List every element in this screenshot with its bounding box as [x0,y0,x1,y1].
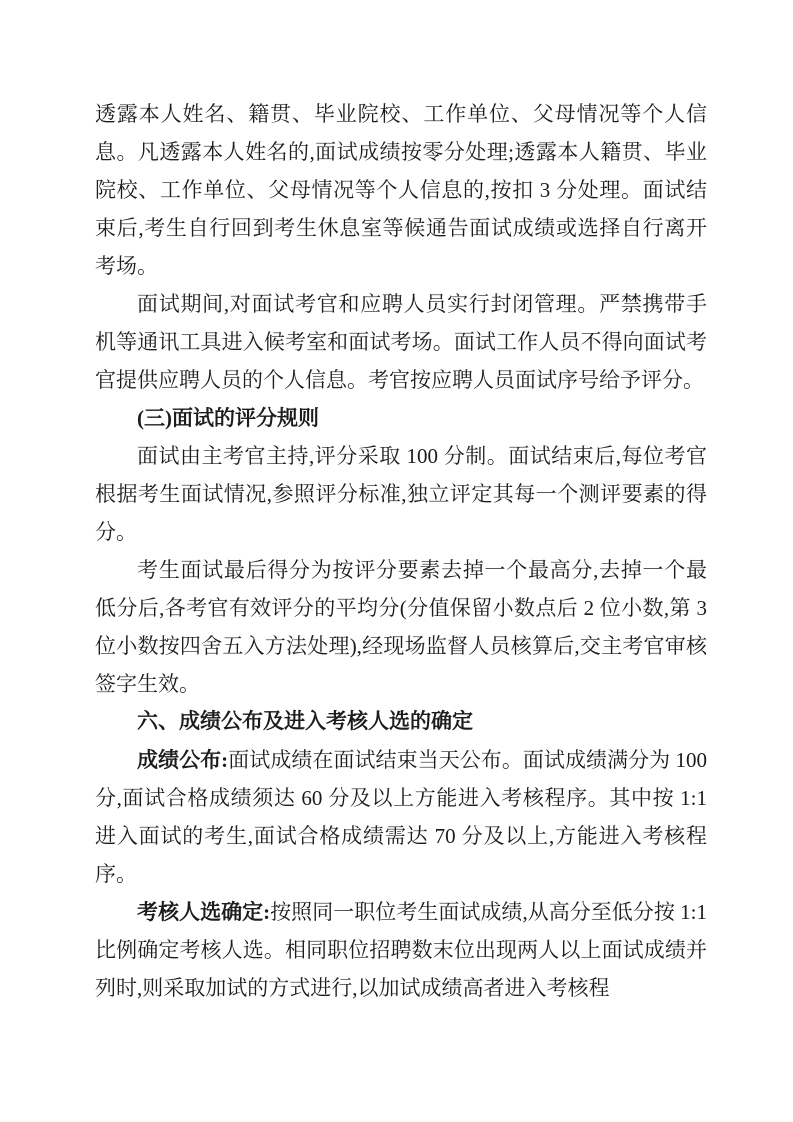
paragraph-scoring-method: 面试由主考官主持,评分采取 100 分制。面试结束后,每位考官根据考生面试情况,参照评分标准,独立评定其每一个测评要素的得分。 [95,444,707,544]
paragraph-closed-management: 面试期间,对面试考官和应聘人员实行封闭管理。严禁携带手机等通讯工具进入候考室和面试考场。面试工作人员不得向面试考官提供应聘人员的个人信息。考官按应聘人员面试序号给予评分。 [95,292,707,392]
assessment-selection-text: 按照同一职位考生面试成绩,从高分至低分按 1:1 比例确定考核人选。相同职位招聘数末位出现两人以上面试成绩并列时,则采取加试的方式进行,以加试成绩高者进入考核程 [95,900,707,1000]
heading-results-announcement: 六、成绩公布及进入考核人选的确定 [137,710,473,733]
paragraph-score-release [95,741,707,893]
paragraph-personal-info-rules: 透露本人姓名、籍贯、毕业院校、工作单位、父母情况等个人信息。凡透露本人姓名的,面试成绩按零分处理;透露本人籍贯、毕业院校、工作单位、父母情况等个人信息的,按扣 3 分处理。面试结束后,考生自行回到考生休息室等候通告面试成绩或选择自行离开考场。 [95,102,707,278]
score-release-label: 成绩公布: [137,748,229,772]
paragraph-assessment-candidate-selection [95,893,707,1007]
score-release-text: 面试成绩在面试结束当天公布。面试成绩满分为 100 分,面试合格成绩须达 60 分及以上方能进入考核程序。其中按 1:1 进入面试的考生,面试合格成绩需达 70 分及以上,方能进入考核程序。 [95,748,708,886]
heading-scoring-rules: (三)面试的评分规则 [137,406,319,430]
paragraph-final-score-calculation: 考生面试最后得分为按评分要素去掉一个最高分,去掉一个最低分后,各考官有效评分的平均分(分值保留小数点后 2 位小数,第 3 位小数按四舍五入方法处理),经现场监督人员核算后,交主考官审核签字生效。 [95,558,707,696]
assessment-selection-label: 考核人选确定: [137,900,271,924]
